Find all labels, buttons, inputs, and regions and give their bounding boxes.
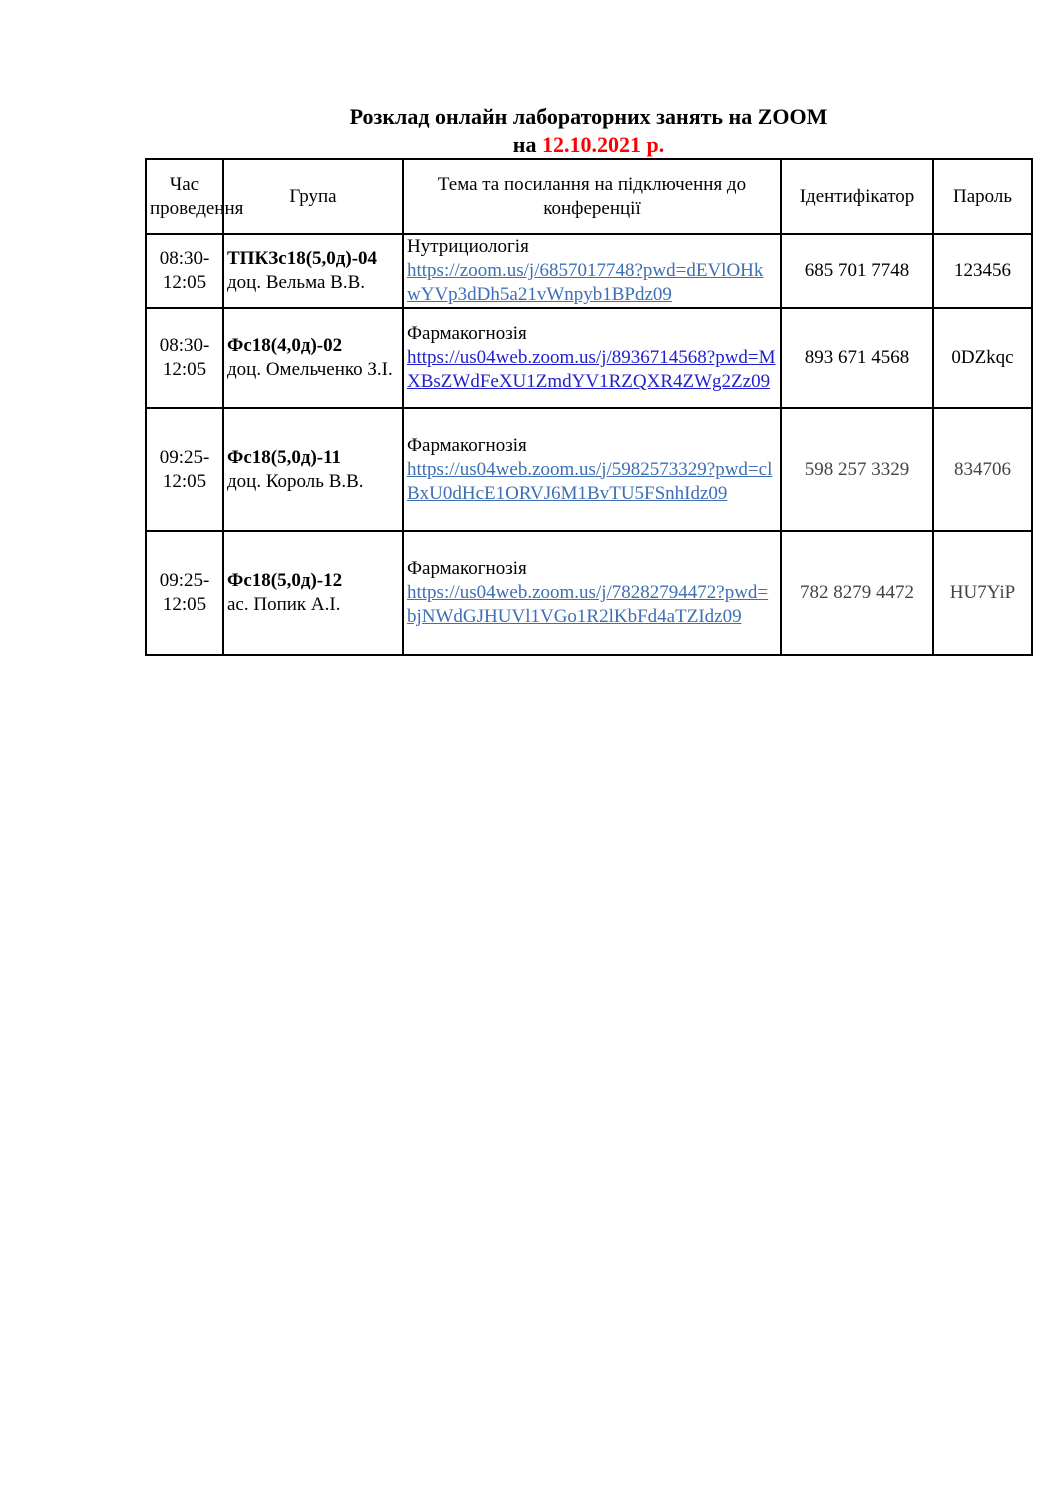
header-group: Група: [223, 159, 403, 234]
time-end: 12:05: [162, 359, 207, 380]
topic-cell: [403, 308, 781, 408]
conference-id: 685 701 7748: [781, 234, 933, 308]
header-id: Ідентифікатор: [781, 159, 933, 234]
topic-cell: [403, 408, 781, 531]
document-subtitle: [146, 132, 1031, 158]
table-row: [146, 408, 1032, 531]
time-start: 08:30-: [159, 248, 210, 269]
subject-name: Фармакогнозія: [407, 434, 527, 456]
teacher-name: доц. Король В.В.: [227, 470, 364, 492]
conference-password: 123456: [933, 234, 1032, 308]
header-topic: Тема та посилання на підключення до конференції: [403, 159, 781, 234]
topic-cell: [403, 531, 781, 655]
conference-password: HU7YiP: [933, 531, 1032, 655]
time-start: 09:25-: [159, 570, 210, 591]
subject-name: Фармакогнозія: [407, 323, 527, 344]
conference-password: 834706: [933, 408, 1032, 531]
teacher-name: доц. Омельченко З.І.: [227, 359, 393, 380]
document-title: Розклад онлайн лабораторних занять на ZOOM: [349, 104, 828, 129]
teacher-name: ас. Попик А.І.: [227, 594, 341, 615]
conference-id: 598 257 3329: [781, 408, 933, 531]
time-end: 12:05: [162, 594, 207, 615]
group-code: ТПКЗс18(5,0д)-04: [227, 248, 378, 269]
subtitle-prefix: на: [512, 132, 542, 157]
time-cell: [146, 308, 223, 408]
schedule-table: [145, 158, 1033, 656]
group-code: Фс18(5,0д)-11: [227, 446, 342, 468]
zoom-link[interactable]: https://us04web.zoom.us/j/78282794472?pwd=bjNWdGJHUVl1VGo1R2lKbFd4aTZIdz09: [407, 582, 769, 627]
group-cell: [223, 308, 403, 408]
table-row: [146, 234, 1032, 308]
conference-id: 782 8279 4472: [781, 531, 933, 655]
time-start: 08:30-: [159, 335, 210, 356]
group-cell: [223, 531, 403, 655]
conference-id: 893 671 4568: [781, 308, 933, 408]
time-end: 12:05: [162, 470, 207, 492]
table-row: [146, 308, 1032, 408]
group-cell: [223, 408, 403, 531]
subject-name: Фармакогнозія: [407, 558, 527, 579]
header-time: Час проведення: [146, 159, 223, 234]
time-cell: [146, 531, 223, 655]
topic-cell: [403, 234, 781, 308]
subject-name: Нутрициологія: [407, 236, 529, 257]
zoom-link[interactable]: https://zoom.us/j/6857017748?pwd=dEVlOHkwYVp3dDh5a21vWnpyb1BPdz09: [407, 260, 764, 305]
zoom-link[interactable]: https://us04web.zoom.us/j/8936714568?pwd=MXBsZWdFeXU1ZmdYV1RZQXR4ZWg2Zz09: [407, 347, 776, 392]
time-cell: [146, 234, 223, 308]
zoom-link[interactable]: https://us04web.zoom.us/j/5982573329?pwd=clBxU0dHcE1ORVJ6M1BvTU5FSnhIdz09: [407, 458, 773, 504]
time-end: 12:05: [162, 272, 207, 293]
group-code: Фс18(4,0д)-02: [227, 335, 343, 356]
group-code: Фс18(5,0д)-12: [227, 570, 343, 591]
group-cell: [223, 234, 403, 308]
conference-password: 0DZkqc: [933, 308, 1032, 408]
time-cell: [146, 408, 223, 531]
header-password: Пароль: [933, 159, 1032, 234]
table-row: [146, 531, 1032, 655]
header-row: [146, 159, 1032, 234]
time-start: 09:25-: [159, 446, 210, 468]
teacher-name: доц. Вельма В.В.: [227, 272, 366, 293]
schedule-date: 12.10.2021 р.: [541, 132, 665, 157]
